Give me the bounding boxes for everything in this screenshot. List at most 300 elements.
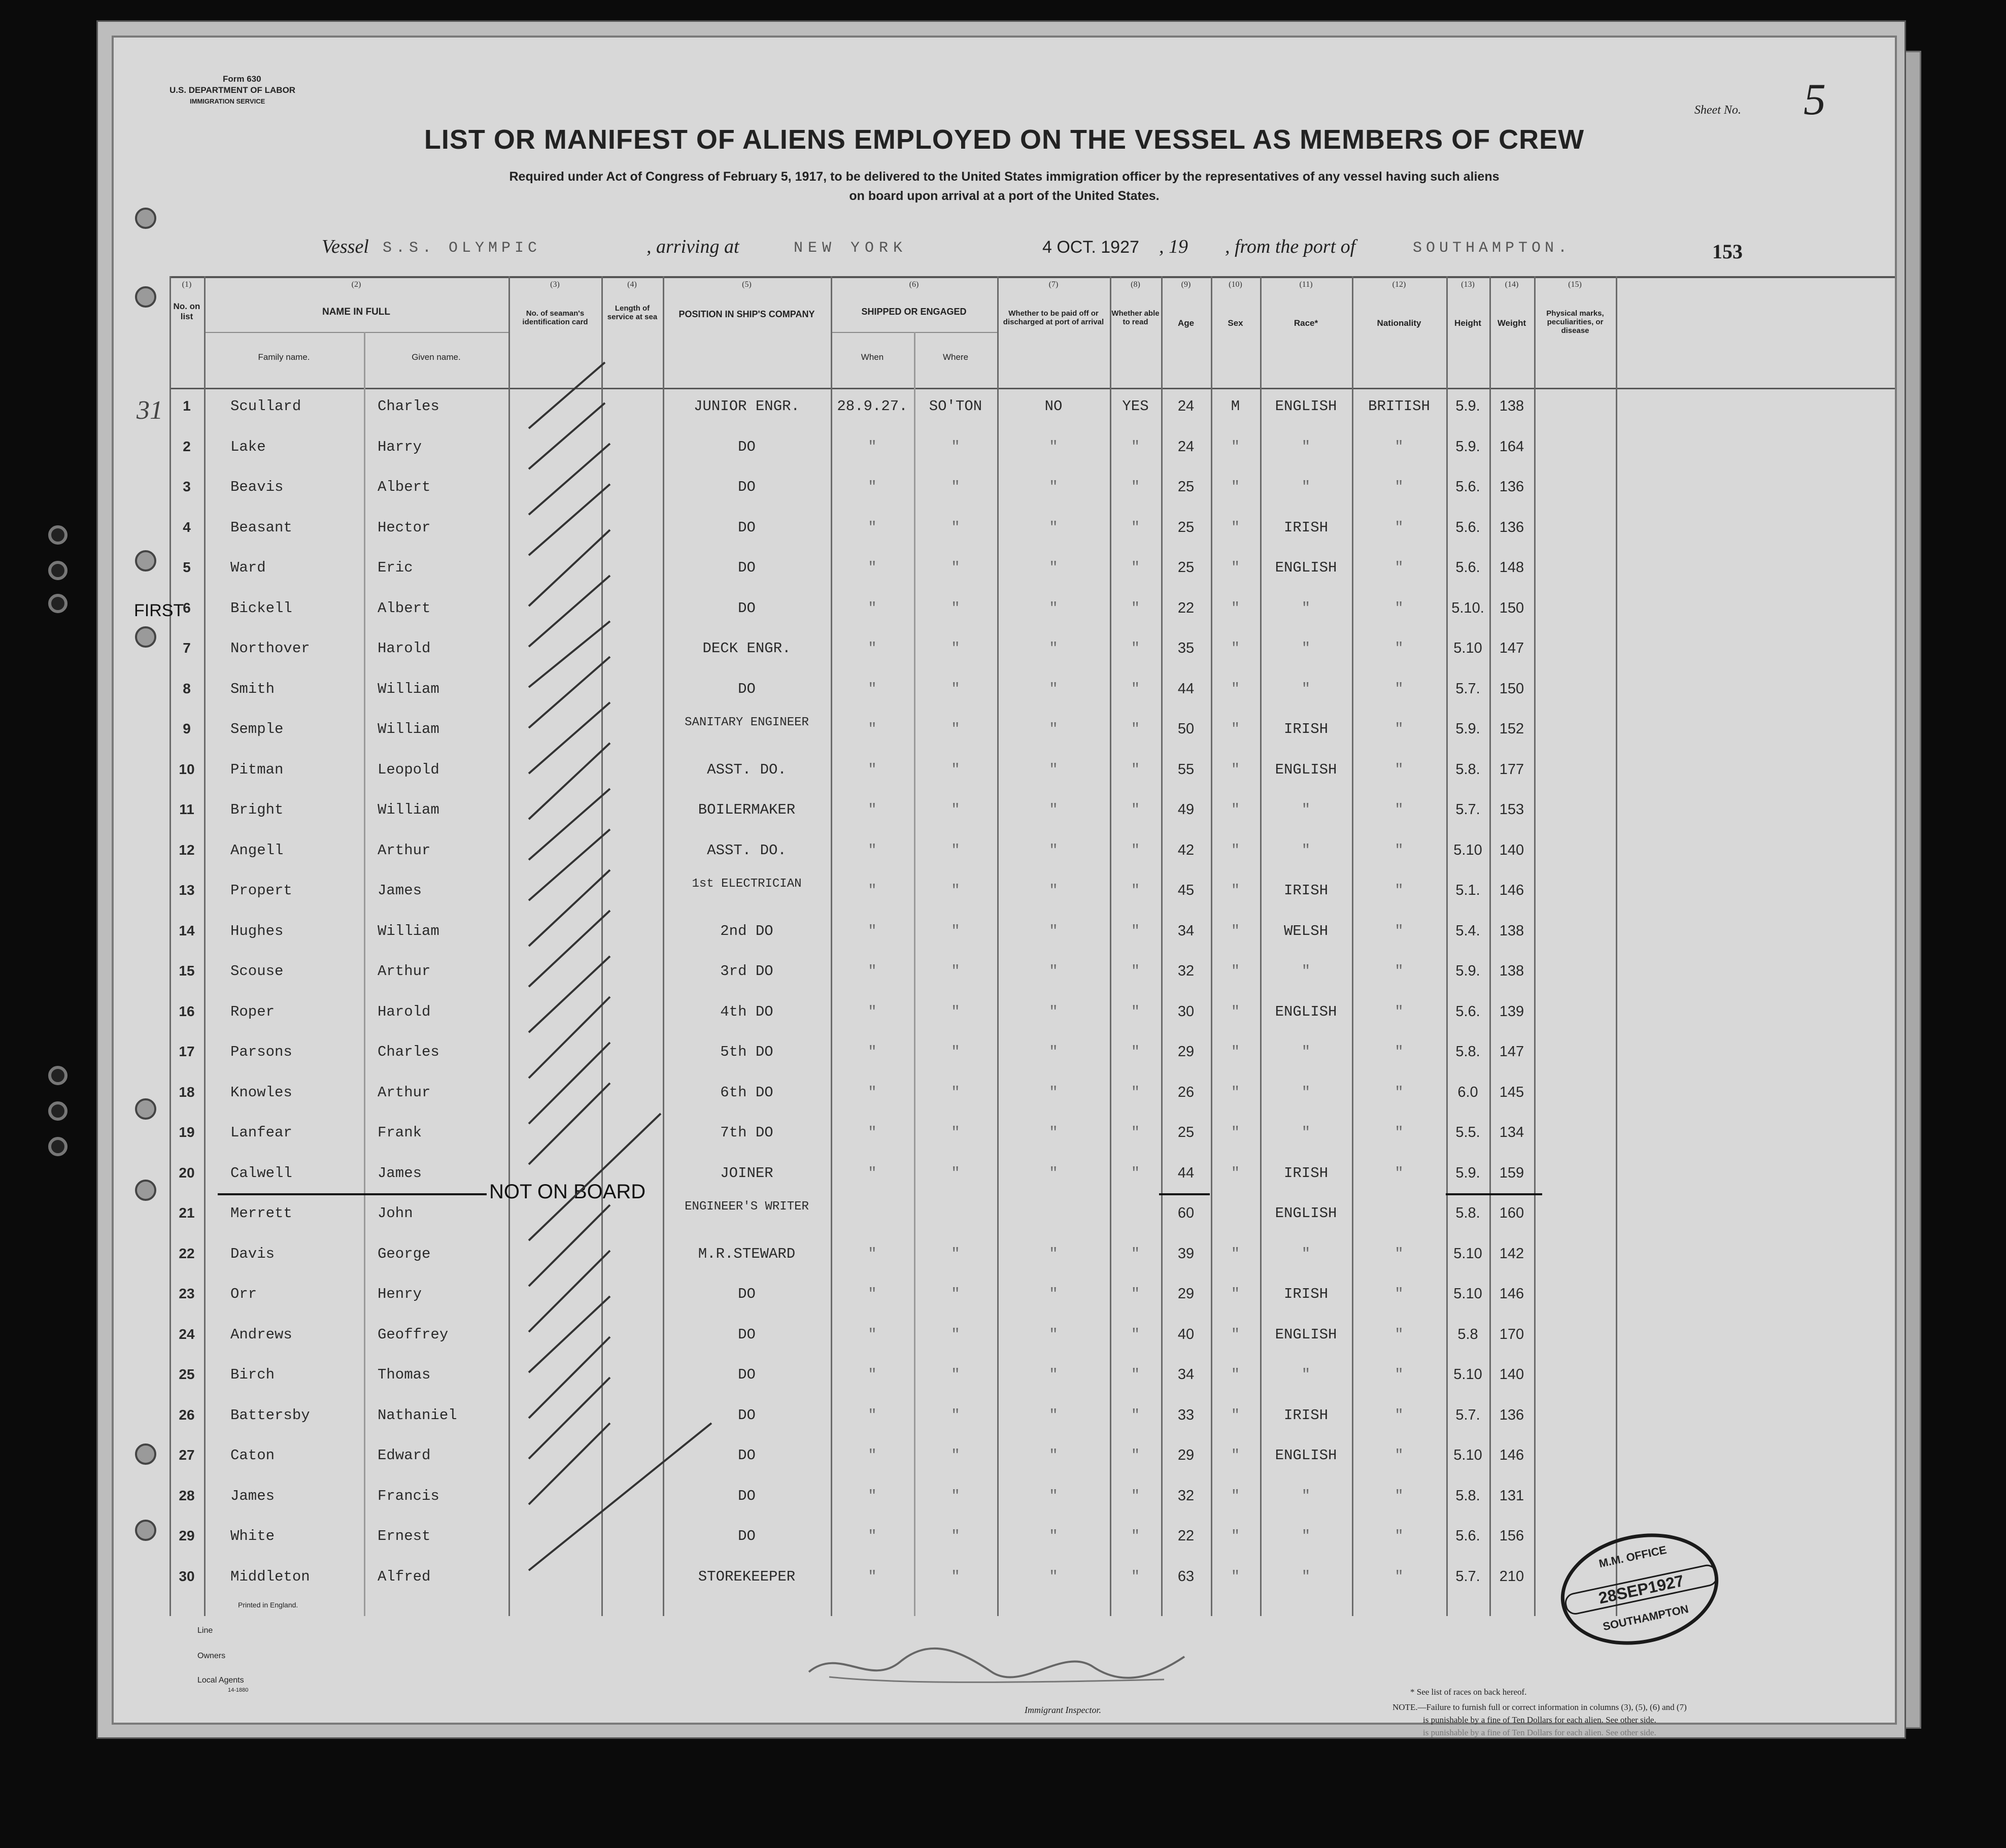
race-cell: " — [1301, 479, 1311, 495]
height-cell: 5.10. — [1451, 599, 1484, 616]
age-cell: 26 — [1177, 1084, 1195, 1100]
footer-owners-label: Owners — [197, 1652, 226, 1660]
race-cell: " — [1301, 842, 1311, 859]
family-name-cell: Beasant — [230, 519, 292, 536]
header-when: When — [861, 352, 884, 362]
when-cell: " — [868, 842, 877, 859]
read-cell: " — [1131, 1447, 1140, 1464]
race-cell: " — [1301, 1044, 1311, 1060]
position-cell: 1st ELECTRICIAN — [692, 877, 802, 891]
weight-cell: 147 — [1499, 1044, 1524, 1060]
row-number: 4 — [183, 519, 191, 535]
family-name-cell: Knowles — [230, 1084, 292, 1101]
sex-cell: " — [1231, 801, 1240, 818]
position-cell: DO — [738, 599, 756, 617]
when-cell: " — [868, 519, 877, 536]
when-cell: " — [868, 1447, 877, 1464]
read-cell: " — [1131, 1124, 1140, 1141]
age-cell: 45 — [1177, 882, 1195, 898]
race-cell: ENGLISH — [1275, 559, 1337, 576]
name-subheader-rule — [204, 332, 508, 333]
weight-cell: 153 — [1499, 801, 1524, 818]
paid-off-cell: " — [1049, 1124, 1058, 1141]
header-length-service: Length of service at sea — [607, 304, 658, 321]
height-cell: 5.10 — [1453, 640, 1482, 656]
footer-note-1: NOTE.—Failure to furnish full or correct information in columns (3), (5), (6) and (7) — [1392, 1702, 1687, 1712]
where-cell: " — [951, 963, 960, 980]
sex-cell: " — [1231, 559, 1240, 576]
sex-cell: " — [1231, 1487, 1240, 1504]
height-cell: 5.7. — [1455, 801, 1480, 818]
row-number: 10 — [179, 761, 195, 777]
position-cell: DO — [738, 1326, 756, 1343]
header-marks: Physical marks, peculiarities, or disease — [1546, 309, 1604, 335]
race-cell: ENGLISH — [1275, 761, 1337, 778]
row-number: 9 — [183, 721, 191, 736]
sex-cell: " — [1231, 1003, 1240, 1020]
sex-cell: " — [1231, 519, 1240, 536]
position-cell: 4th DO — [720, 1003, 773, 1020]
weight-cell: 160 — [1499, 1205, 1524, 1221]
where-cell: " — [951, 1164, 960, 1182]
weight-cell: 140 — [1499, 842, 1524, 858]
read-cell: " — [1131, 922, 1140, 939]
read-cell: " — [1131, 1003, 1140, 1020]
nationality-cell: " — [1395, 1447, 1404, 1464]
col-num: (1) — [182, 280, 192, 289]
age-cell: 29 — [1177, 1286, 1195, 1302]
col-num: (7) — [1048, 280, 1059, 289]
nationality-cell: " — [1395, 1124, 1404, 1141]
read-cell: " — [1131, 1286, 1140, 1302]
nationality-cell: " — [1395, 1326, 1404, 1343]
age-cell: 39 — [1177, 1245, 1195, 1262]
paid-off-cell: " — [1049, 1528, 1058, 1544]
when-cell: " — [868, 438, 877, 455]
family-name-cell: Bickell — [230, 599, 292, 617]
row-number: 24 — [179, 1326, 195, 1342]
weight-cell: 152 — [1499, 721, 1524, 737]
when-cell: " — [868, 1366, 877, 1383]
height-cell: 5.6. — [1455, 1528, 1480, 1544]
punch-hole — [135, 1180, 156, 1201]
given-name-cell: Charles — [378, 398, 439, 415]
row-number: 27 — [179, 1447, 195, 1463]
where-cell: " — [951, 599, 960, 617]
race-cell: WELSH — [1283, 922, 1328, 939]
given-name-cell: William — [378, 721, 439, 737]
height-cell: 5.9. — [1455, 438, 1480, 455]
race-cell: " — [1301, 599, 1311, 617]
given-name-cell: Henry — [378, 1286, 422, 1302]
race-cell: IRISH — [1283, 519, 1328, 536]
where-cell: " — [951, 1528, 960, 1544]
height-cell: 5.7. — [1455, 1568, 1480, 1585]
row-number: 23 — [179, 1286, 195, 1301]
year-label: , 19 — [1159, 236, 1188, 257]
height-cell: 5.9. — [1455, 963, 1480, 979]
weight-cell: 210 — [1499, 1568, 1524, 1585]
nationality-cell: " — [1395, 761, 1404, 778]
nationality-cell: " — [1395, 680, 1404, 697]
header-family-name: Family name. — [258, 352, 310, 362]
sex-cell: " — [1231, 761, 1240, 778]
when-cell: " — [868, 680, 877, 697]
weight-cell: 136 — [1499, 1406, 1524, 1423]
height-cell: 5.9. — [1455, 398, 1480, 414]
strike-line — [1159, 1193, 1210, 1195]
sex-cell: " — [1231, 842, 1240, 859]
when-cell: " — [868, 1245, 877, 1262]
col-divider — [364, 332, 365, 1616]
given-name-cell: Francis — [378, 1487, 439, 1504]
position-cell: DO — [738, 1447, 756, 1464]
nationality-cell: " — [1395, 1528, 1404, 1544]
sex-cell: " — [1231, 882, 1240, 899]
weight-cell: 148 — [1499, 559, 1524, 576]
position-cell: 3rd DO — [720, 963, 773, 980]
row-number: 18 — [179, 1084, 195, 1100]
read-cell: " — [1131, 761, 1140, 778]
punch-hole — [135, 550, 156, 572]
family-name-cell: Davis — [230, 1245, 275, 1262]
weight-cell: 145 — [1499, 1084, 1524, 1100]
row-number: 6 — [183, 599, 191, 616]
weight-cell: 146 — [1499, 1447, 1524, 1463]
paid-off-cell: " — [1049, 599, 1058, 617]
nationality-cell: " — [1395, 438, 1404, 455]
punch-hole — [135, 1520, 156, 1541]
weight-cell: 136 — [1499, 479, 1524, 495]
where-cell: " — [951, 1245, 960, 1262]
sex-cell: " — [1231, 1245, 1240, 1262]
position-cell: DO — [738, 1487, 756, 1504]
position-cell: DECK ENGR. — [702, 640, 791, 657]
race-cell: " — [1301, 1487, 1311, 1504]
race-cell: " — [1301, 438, 1311, 455]
row-number: 22 — [179, 1245, 195, 1261]
nationality-cell: " — [1395, 1286, 1404, 1302]
where-cell: " — [951, 761, 960, 778]
row-number: 11 — [179, 801, 194, 817]
position-cell: ASST. DO. — [707, 761, 787, 778]
age-cell: 50 — [1177, 721, 1195, 737]
nationality-cell: " — [1395, 1406, 1404, 1424]
position-cell: SANITARY ENGINEER — [685, 716, 809, 729]
header-id-card: No. of seaman's identification card — [522, 309, 588, 326]
footer-agents-code: 14-1880 — [228, 1687, 249, 1693]
position-cell: ASST. DO. — [707, 842, 787, 859]
when-cell: 28.9.27. — [837, 398, 908, 415]
when-cell: " — [868, 801, 877, 818]
department: U.S. DEPARTMENT OF LABOR — [169, 85, 296, 95]
race-cell: " — [1301, 680, 1311, 697]
height-cell: 5.6. — [1455, 519, 1480, 535]
punch-hole — [135, 286, 156, 308]
read-cell: " — [1131, 1164, 1140, 1182]
service: IMMIGRATION SERVICE — [190, 97, 265, 105]
given-name-cell: George — [378, 1245, 431, 1262]
nationality-cell: " — [1395, 963, 1404, 980]
col-num: (9) — [1181, 280, 1191, 289]
family-name-cell: Pitman — [230, 761, 284, 778]
paid-off-cell: " — [1049, 1084, 1058, 1101]
header-read: Whether able to read — [1111, 309, 1160, 326]
footer-note-2: is punishable by a fine of Ten Dollars for each alien. See other side. — [1423, 1715, 1656, 1725]
when-cell: " — [868, 1044, 877, 1060]
age-cell: 44 — [1177, 1164, 1195, 1181]
header-given-name: Given name. — [412, 352, 461, 362]
where-cell: " — [951, 1124, 960, 1141]
paid-off-cell: " — [1049, 479, 1058, 495]
family-name-cell: Andrews — [230, 1326, 292, 1343]
when-cell: " — [868, 1164, 877, 1182]
where-cell: " — [951, 1286, 960, 1302]
row-number: 7 — [183, 640, 191, 656]
col-num: (15) — [1568, 280, 1582, 289]
when-cell: " — [868, 479, 877, 495]
age-cell: 22 — [1177, 599, 1195, 616]
when-cell: " — [868, 1124, 877, 1141]
binder-hole — [48, 594, 67, 613]
col-num: (11) — [1299, 280, 1313, 289]
when-cell: " — [868, 963, 877, 980]
height-cell: 5.8 — [1457, 1326, 1478, 1342]
nationality-cell: " — [1395, 1164, 1404, 1182]
race-cell: ENGLISH — [1275, 1003, 1337, 1020]
nationality-cell: " — [1395, 519, 1404, 536]
from-port: SOUTHAMPTON. — [1413, 240, 1572, 257]
punch-hole — [135, 1098, 156, 1120]
row-number: 1 — [183, 398, 191, 414]
given-name-cell: James — [378, 882, 422, 899]
paid-off-cell: " — [1049, 1245, 1058, 1262]
height-cell: 5.8. — [1455, 1487, 1480, 1504]
paid-off-cell: " — [1049, 1003, 1058, 1020]
where-cell: " — [951, 640, 960, 657]
height-cell: 5.10 — [1453, 1366, 1482, 1383]
nationality-cell: " — [1395, 1084, 1404, 1101]
sex-cell: " — [1231, 1366, 1240, 1383]
col-num: (10) — [1229, 280, 1242, 289]
position-cell: BOILERMAKER — [698, 801, 796, 818]
race-cell: ENGLISH — [1275, 1326, 1337, 1343]
read-cell: " — [1131, 519, 1140, 536]
read-cell: " — [1131, 842, 1140, 859]
family-name-cell: Propert — [230, 882, 292, 899]
paid-off-cell: " — [1049, 1326, 1058, 1343]
where-cell: " — [951, 922, 960, 939]
read-cell: " — [1131, 1044, 1140, 1060]
race-cell: " — [1301, 1124, 1311, 1141]
family-name-cell: Scouse — [230, 963, 284, 980]
family-name-cell: Ward — [230, 559, 266, 576]
sex-cell: " — [1231, 680, 1240, 697]
height-cell: 5.10 — [1453, 1447, 1482, 1463]
row-number: 25 — [179, 1366, 195, 1382]
read-cell: " — [1131, 801, 1140, 818]
header-age: Age — [1177, 318, 1195, 328]
read-cell: " — [1131, 438, 1140, 455]
position-cell: JUNIOR ENGR. — [694, 398, 800, 415]
family-name-cell: Northover — [230, 640, 310, 657]
header-bottom-rule — [169, 388, 1895, 389]
sex-cell: " — [1231, 1044, 1240, 1060]
height-cell: 5.7. — [1455, 680, 1480, 697]
row-number: 17 — [179, 1044, 195, 1059]
table-top-rule — [169, 276, 1895, 278]
paid-off-cell: " — [1049, 559, 1058, 576]
binder-hole — [48, 1137, 67, 1156]
height-cell: 5.6. — [1455, 1003, 1480, 1020]
where-cell: " — [951, 479, 960, 495]
footer-note-3: is punishable by a fine of Ten Dollars for each alien. See other side. — [1423, 1728, 1656, 1737]
family-name-cell: Semple — [230, 721, 284, 737]
where-cell: " — [951, 680, 960, 697]
given-name-cell: James — [378, 1164, 422, 1182]
age-cell: 30 — [1177, 1003, 1195, 1020]
weight-cell: 140 — [1499, 1366, 1524, 1383]
read-cell: " — [1131, 559, 1140, 576]
given-name-cell: Arthur — [378, 963, 431, 980]
when-cell: " — [868, 1487, 877, 1504]
read-cell: " — [1131, 1568, 1140, 1585]
age-cell: 44 — [1177, 680, 1195, 697]
stamp-top-text: M.M. OFFICE — [1597, 1543, 1668, 1570]
col-num: (13) — [1461, 280, 1475, 289]
weight-cell: 138 — [1499, 922, 1524, 939]
sex-cell: " — [1231, 721, 1240, 737]
paid-off-cell: " — [1049, 842, 1058, 859]
race-cell: ENGLISH — [1275, 398, 1337, 415]
read-cell: " — [1131, 1406, 1140, 1424]
when-cell: " — [868, 1003, 877, 1020]
sex-cell: " — [1231, 1326, 1240, 1343]
nationality-cell: " — [1395, 882, 1404, 899]
position-cell: DO — [738, 1286, 756, 1302]
position-cell: DO — [738, 680, 756, 697]
height-cell: 5.6. — [1455, 479, 1480, 495]
where-cell: SO'TON — [929, 398, 982, 415]
race-cell: " — [1301, 640, 1311, 657]
read-cell: YES — [1122, 398, 1149, 415]
punch-hole — [135, 1443, 156, 1465]
position-cell: 5th DO — [720, 1044, 773, 1060]
arriving-port: NEW YORK — [794, 240, 908, 257]
nationality-cell: " — [1395, 801, 1404, 818]
footer-line-label: Line — [197, 1626, 213, 1635]
age-cell: 63 — [1177, 1568, 1195, 1585]
age-cell: 29 — [1177, 1044, 1195, 1060]
row-number: 20 — [179, 1164, 195, 1181]
given-name-cell: Charles — [378, 1044, 439, 1060]
weight-cell: 131 — [1499, 1487, 1524, 1504]
race-cell: " — [1301, 1528, 1311, 1544]
weight-cell: 156 — [1499, 1528, 1524, 1544]
sex-cell: " — [1231, 1124, 1240, 1141]
sex-cell: " — [1231, 1568, 1240, 1585]
paid-off-cell: " — [1049, 1568, 1058, 1585]
col-divider — [1616, 276, 1617, 1616]
printed-in-england: Printed in England. — [238, 1601, 298, 1609]
age-cell: 49 — [1177, 801, 1195, 818]
age-cell: 35 — [1177, 640, 1195, 656]
age-cell: 22 — [1177, 1528, 1195, 1544]
age-cell: 33 — [1177, 1406, 1195, 1423]
margin-page-mark: 31 — [137, 396, 163, 425]
height-cell: 6.0 — [1457, 1084, 1478, 1100]
given-name-cell: Frank — [378, 1124, 422, 1141]
age-cell: 60 — [1177, 1205, 1195, 1221]
when-cell: " — [868, 1406, 877, 1424]
family-name-cell: Battersby — [230, 1406, 310, 1424]
paid-off-cell: " — [1049, 761, 1058, 778]
weight-cell: 139 — [1499, 1003, 1524, 1020]
where-cell: " — [951, 1366, 960, 1383]
given-name-cell: Ernest — [378, 1528, 431, 1544]
given-name-cell: Arthur — [378, 1084, 431, 1101]
stamp-bottom-text: SOUTHAMPTON — [1602, 1602, 1690, 1633]
sex-cell: " — [1231, 1286, 1240, 1302]
header-paid-off: Whether to be paid off or discharged at port of arrival — [1003, 309, 1104, 326]
paid-off-cell: " — [1049, 640, 1058, 657]
family-name-cell: Scullard — [230, 398, 301, 415]
row-number: 30 — [179, 1568, 195, 1584]
weight-cell: 146 — [1499, 882, 1524, 898]
read-cell: " — [1131, 479, 1140, 495]
sex-cell: " — [1231, 963, 1240, 980]
age-cell: 25 — [1177, 559, 1195, 576]
age-cell: 55 — [1177, 761, 1195, 778]
weight-cell: 138 — [1499, 963, 1524, 979]
where-cell: " — [951, 1326, 960, 1343]
race-cell: " — [1301, 1084, 1311, 1101]
row-number: 16 — [179, 1003, 195, 1019]
when-cell: " — [868, 761, 877, 778]
race-cell: IRISH — [1283, 882, 1328, 899]
sex-cell: " — [1231, 1447, 1240, 1464]
nationality-cell: " — [1395, 479, 1404, 495]
strike-line — [218, 1193, 487, 1195]
weight-cell: 136 — [1499, 519, 1524, 535]
height-cell: 5.7. — [1455, 1406, 1480, 1423]
arriving-label: , arriving at — [647, 236, 739, 257]
family-name-cell: White — [230, 1528, 275, 1544]
position-cell: DO — [738, 1366, 756, 1383]
nationality-cell: " — [1395, 842, 1404, 859]
col-num: (12) — [1392, 280, 1406, 289]
weight-cell: 170 — [1499, 1326, 1524, 1342]
nationality-cell: " — [1395, 1568, 1404, 1585]
age-cell: 42 — [1177, 842, 1195, 858]
where-cell: " — [951, 882, 960, 899]
strike-line — [1446, 1193, 1542, 1195]
given-name-cell: William — [378, 680, 439, 697]
position-cell: 2nd DO — [720, 922, 773, 939]
arrival-date: 4 OCT. 1927 — [1042, 238, 1139, 257]
age-cell: 24 — [1177, 438, 1195, 455]
read-cell: " — [1131, 640, 1140, 657]
when-cell: " — [868, 1568, 877, 1585]
sex-cell: " — [1231, 479, 1240, 495]
age-cell: 25 — [1177, 479, 1195, 495]
weight-cell: 134 — [1499, 1124, 1524, 1140]
sex-cell: M — [1231, 398, 1240, 415]
given-name-cell: Hector — [378, 519, 431, 536]
family-name-cell: James — [230, 1487, 275, 1504]
height-cell: 5.8. — [1455, 1205, 1480, 1221]
binder-hole — [48, 1101, 67, 1121]
